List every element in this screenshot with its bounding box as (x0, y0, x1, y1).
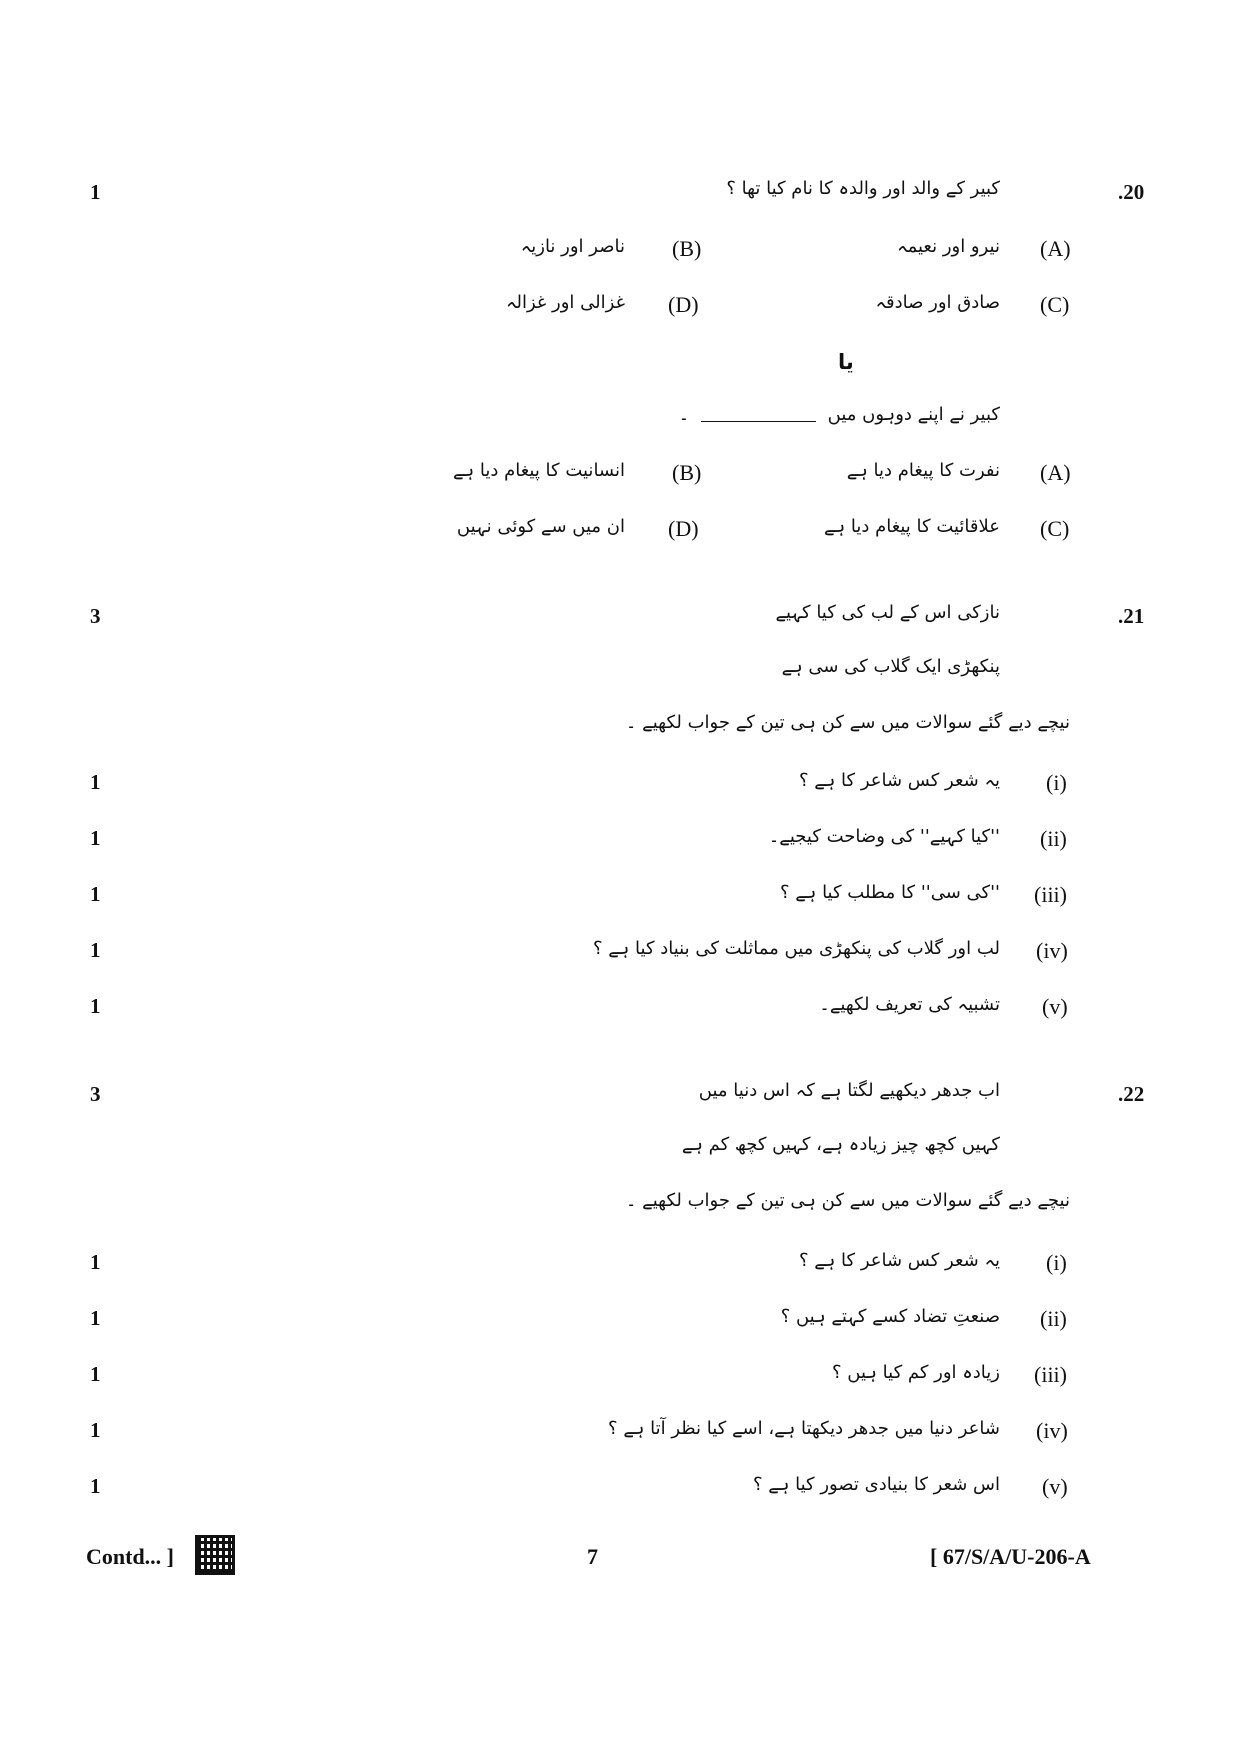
q21-part-ii-text: ''کیا کہیے'' کی وضاحت کیجیے۔ (768, 826, 1000, 847)
q21-part-iv-text: لب اور گلاب کی پنکھڑی میں مماثلت کی بنیاد کیا ہے ؟ (592, 938, 1000, 959)
q22-part-i-marks: 1 (90, 1250, 101, 1274)
q22-part-iv-label: (iv) (1036, 1418, 1068, 1443)
q21-verse-line-1: نازکی اس کے لب کی کیا کہیے (775, 602, 1000, 623)
q22-part-iv-text: شاعر دنیا میں جدھر دیکھتا ہے، اسے کیا نظر آتا ہے ؟ (608, 1418, 1000, 1439)
q21-part-i-label: (i) (1046, 770, 1067, 795)
q21-part-i-marks: 1 (90, 770, 101, 794)
q22-part-iii-label: (iii) (1034, 1362, 1067, 1387)
q21-part-iii-label: (iii) (1034, 882, 1067, 907)
q20-alt-question-end: ۔ (678, 404, 690, 425)
q20-alt-option-c-text: علاقائیت کا پیغام دیا ہے (824, 516, 1000, 537)
q21-part-v-label: (v) (1042, 994, 1068, 1019)
q21-part-iii-marks: 1 (90, 882, 101, 906)
q20-question: کبیر کے والد اور والدہ کا نام کیا تھا ؟ (726, 178, 1000, 199)
q21-marks: 3 (90, 604, 101, 628)
q21-verse-line-2: پنکھڑی ایک گلاب کی سی ہے (781, 656, 1000, 677)
q22-instruction: نیچے دیے گئے سوالات میں سے کن ہی تین کے جواب لکھیے ۔ (625, 1190, 1070, 1211)
q22-part-i-text: یہ شعر کس شاعر کا ہے ؟ (798, 1250, 1000, 1271)
q22-part-ii-text: صنعتِ تضاد کسے کہتے ہیں ؟ (780, 1306, 1000, 1327)
q20-alt-question-start: کبیر نے اپنے دوہوں میں (827, 404, 1000, 425)
q22-part-ii-label: (ii) (1040, 1306, 1067, 1331)
q22-part-ii-marks: 1 (90, 1306, 101, 1330)
q20-alt-option-b-label: (B) (672, 460, 702, 485)
q20-option-a-text: نیرو اور نعیمہ (897, 236, 1000, 257)
q20-option-b-text: ناصر اور نازیہ (520, 236, 625, 257)
q20-option-b-label: (B) (672, 236, 702, 261)
qr-code-icon (195, 1535, 235, 1575)
q22-number: .22 (1118, 1082, 1145, 1106)
q21-part-iii-text: ''کی سی'' کا مطلب کیا ہے ؟ (779, 882, 1000, 903)
q21-number: .21 (1118, 604, 1145, 628)
q20-marks: 1 (90, 180, 101, 204)
q22-part-v-label: (v) (1042, 1474, 1068, 1499)
q22-part-iv-marks: 1 (90, 1418, 101, 1442)
q20-option-d-text: غزالی اور غزالہ (505, 292, 625, 313)
q21-part-ii-marks: 1 (90, 826, 101, 850)
q22-verse-line-2: کہیں کچھ چیز زیادہ ہے، کہیں کچھ کم ہے (681, 1134, 1000, 1155)
q20-option-d-label: (D) (668, 292, 699, 317)
q22-part-iii-text: زیادہ اور کم کیا ہیں ؟ (831, 1362, 1000, 1383)
answer-blank (701, 421, 816, 422)
q22-part-iii-marks: 1 (90, 1362, 101, 1386)
q20-alt-option-b-text: انسانیت کا پیغام دیا ہے (453, 460, 625, 481)
q22-part-v-marks: 1 (90, 1474, 101, 1498)
footer-paper-code: [ 67/S/A/U-206-A (930, 1544, 1091, 1569)
q21-part-iv-label: (iv) (1036, 938, 1068, 963)
q21-part-iv-marks: 1 (90, 938, 101, 962)
footer-page-number: 7 (587, 1544, 598, 1569)
q22-part-v-text: اس شعر کا بنیادی تصور کیا ہے ؟ (753, 1474, 1000, 1495)
q20-alt-option-a-text: نفرت کا پیغام دیا ہے (846, 460, 1000, 481)
q20-option-c-text: صادق اور صادقہ (875, 292, 1000, 313)
q21-part-v-marks: 1 (90, 994, 101, 1018)
q20-alt-option-d-text: ان میں سے کوئی نہیں (456, 516, 625, 537)
q22-part-i-label: (i) (1046, 1250, 1067, 1275)
footer-contd: Contd... ] (86, 1544, 175, 1569)
q20-alt-option-c-label: (C) (1040, 516, 1070, 541)
q21-part-v-text: تشبیہ کی تعریف لکھیے۔ (819, 994, 1000, 1015)
q22-marks: 3 (90, 1082, 101, 1106)
q20-alt-option-a-label: (A) (1040, 460, 1071, 485)
q20-number: .20 (1118, 180, 1145, 204)
q20-or-divider: یا (838, 350, 854, 374)
q21-instruction: نیچے دیے گئے سوالات میں سے کن ہی تین کے جواب لکھیے ۔ (625, 712, 1070, 733)
q22-verse-line-1: اب جدھر دیکھیے لگتا ہے کہ اس دنیا میں (698, 1080, 1000, 1101)
q21-part-ii-label: (ii) (1040, 826, 1067, 851)
q20-option-a-label: (A) (1040, 236, 1071, 261)
q21-part-i-text: یہ شعر کس شاعر کا ہے ؟ (798, 770, 1000, 791)
q20-alt-question (679, 404, 1000, 425)
q20-option-c-label: (C) (1040, 292, 1070, 317)
q20-alt-option-d-label: (D) (668, 516, 699, 541)
